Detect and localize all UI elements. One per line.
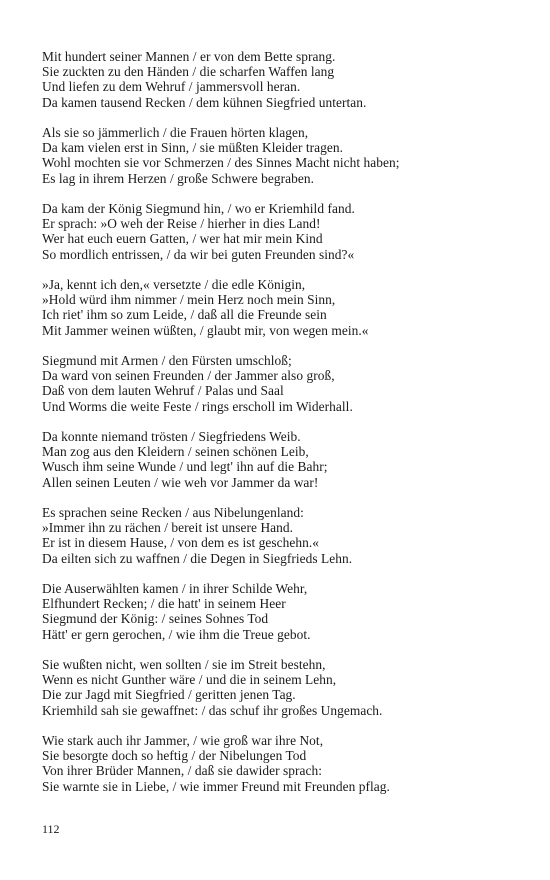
verse-line: »Immer ihn zu rächen / bereit ist unsere Hand. (42, 520, 294, 536)
stanza (42, 733, 522, 794)
stanza (42, 505, 522, 566)
verse-line: Als sie so jämmerlich / die Frauen hörten klagen, (42, 125, 309, 140)
stanza (42, 429, 522, 490)
verse-line: Kriemhild sah sie gewaffnet: / das schuf ihr großes Ungemach. (42, 702, 383, 718)
page-number: 112 (42, 822, 60, 836)
verse-line: Und liefen zu dem Wehruf / jammersvoll heran. (42, 79, 301, 95)
stanza (42, 581, 522, 642)
verse-line: Die zur Jagd mit Siegfried / geritten jenen Tag. (42, 687, 296, 703)
verse-line: Da eilten sich zu waffnen / die Degen in Siegfrieds Lehn. (42, 550, 353, 566)
verse-line: Wie stark auch ihr Jammer, / wie groß war ihre Not, (42, 733, 324, 748)
stanza (42, 49, 522, 110)
verse-line: Allen seinen Leuten / wie weh vor Jammer da war! (42, 474, 319, 490)
verse-line: Da kam der König Siegmund hin, / wo er Kriemhild fand. (42, 201, 355, 216)
verse-line: Es lag in ihrem Herzen / große Schwere begraben. (42, 170, 314, 186)
poem-text (42, 49, 522, 809)
verse-line: Wer hat euch euern Gatten, / wer hat mir mein Kind (42, 231, 323, 247)
verse-line: Wenn es nicht Gunther wäre / und die in seinem Lehn, (42, 672, 337, 688)
stanza (42, 201, 522, 262)
stanza (42, 277, 522, 338)
verse-line: »Ja, kennt ich den,« versetzte / die edle Königin, (42, 277, 306, 292)
verse-line: Da ward von seinen Freunden / der Jammer also groß, (42, 368, 335, 384)
verse-line: Er ist in diesem Hause, / von dem es ist geschehn.« (42, 535, 320, 551)
verse-line: Wohl mochten sie vor Schmerzen / des Sinnes Macht nicht haben; (42, 155, 400, 171)
verse-line: Daß von dem lauten Wehruf / Palas und Saal (42, 383, 284, 399)
verse-line: Ich riet' ihm so zum Leide, / daß all die Freunde sein (42, 307, 327, 323)
stanza (42, 353, 522, 414)
verse-line: So mordlich entrissen, / da wir bei guten Freunden sind?« (42, 246, 355, 262)
stanza (42, 125, 522, 186)
verse-line: Mit Jammer weinen wüßten, / glaubt mir, von wegen mein.« (42, 322, 369, 338)
verse-line: Er sprach: »O weh der Reise / hierher in dies Land! (42, 216, 321, 232)
verse-line: Elfhundert Recken; / die hatt' in seinem Heer (42, 596, 286, 612)
verse-line: Von ihrer Brüder Mannen, / daß sie dawider sprach: (42, 763, 323, 779)
verse-line: Siegmund mit Armen / den Fürsten umschloß; (42, 353, 292, 368)
verse-line: Da konnte niemand trösten / Siegfriedens Weib. (42, 429, 301, 444)
verse-line: Man zog aus den Kleidern / seinen schönen Leib, (42, 444, 309, 460)
verse-line: Und Worms die weite Feste / rings erscholl im Widerhall. (42, 398, 353, 414)
verse-line: Da kam vielen erst in Sinn, / sie müßten Kleider tragen. (42, 140, 344, 156)
verse-line: Es sprachen seine Recken / aus Nibelungenland: (42, 505, 304, 520)
verse-line: Sie warnte sie in Liebe, / wie immer Freund mit Freunden pflag. (42, 778, 390, 794)
verse-line: Die Auserwählten kamen / in ihrer Schilde Wehr, (42, 581, 308, 596)
verse-line: Wusch ihm seine Wunde / und legt' ihn auf die Bahr; (42, 459, 328, 475)
verse-line: Siegmund der König: / seines Sohnes Tod (42, 611, 269, 627)
stanza (42, 657, 522, 718)
verse-line: »Hold würd ihm nimmer / mein Herz noch mein Sinn, (42, 292, 336, 308)
verse-line: Hätt' er gern gerochen, / wie ihm die Treue gebot. (42, 626, 311, 642)
verse-line: Mit hundert seiner Mannen / er von dem Bette sprang. (42, 49, 336, 64)
verse-line: Da kamen tausend Recken / dem kühnen Siegfried untertan. (42, 94, 367, 110)
verse-line: Sie zuckten zu den Händen / die scharfen Waffen lang (42, 64, 335, 80)
verse-line: Sie besorgte doch so heftig / der Nibelungen Tod (42, 748, 307, 764)
verse-line: Sie wußten nicht, wen sollten / sie im Streit bestehn, (42, 657, 326, 672)
